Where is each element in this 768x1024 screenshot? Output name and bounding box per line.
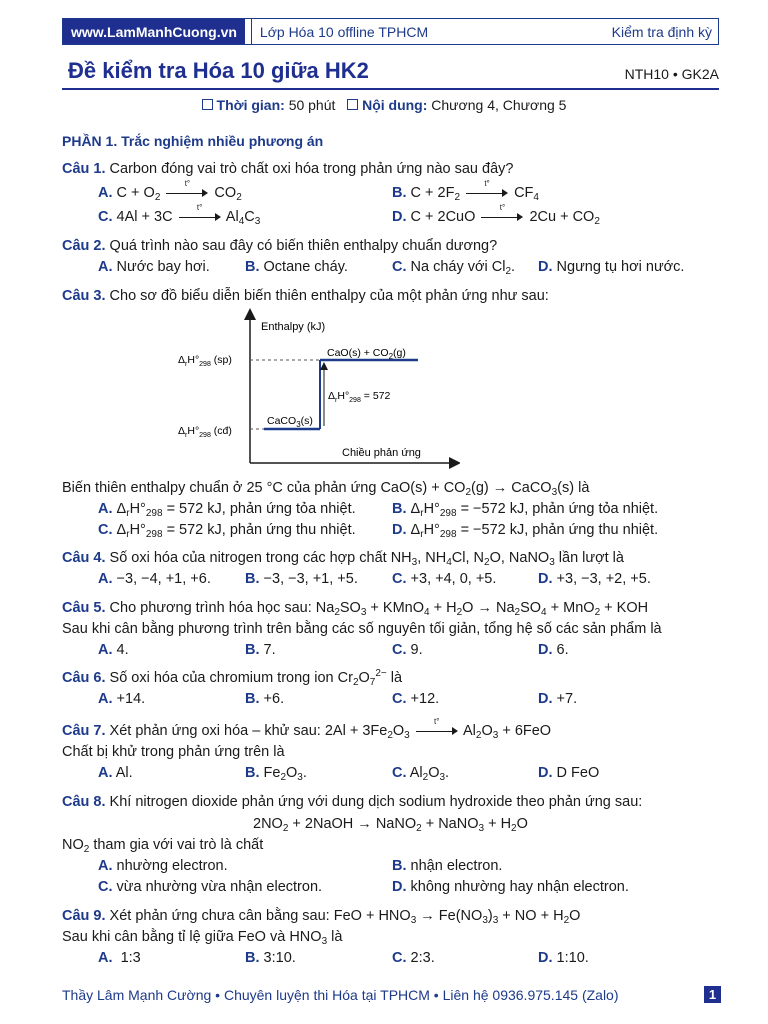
q6-option-a[interactable]: A. +14. — [98, 691, 146, 707]
question-8: Câu 8. Khí nitrogen dioxide phản ứng với dung dịch sodium hydroxide theo phản ứng sau: — [62, 794, 643, 810]
q4-option-a[interactable]: A. −3, −4, +1, +6. — [98, 571, 211, 587]
q3-option-d[interactable]: D. $\Delta_rH^\circ_{298} = -572$ kJ, phản ứng thu nhiệt. — [392, 522, 659, 540]
q6-option-d[interactable]: D. +7. — [538, 691, 578, 707]
reaction-arrow-icon: t° — [416, 726, 458, 736]
content-label: Nội dung: — [362, 97, 428, 113]
question-2: Câu 2. Quá trình nào sau đây có biến thiên enthalpy chuẩn dương? — [62, 238, 498, 254]
q9-line2: Sau khi cân bằng tỉ lệ giữa FeO và $HNO_3$ là — [62, 929, 343, 947]
q3-option-b[interactable]: B. $\Delta_rH^\circ_{298} = -572$ kJ, phản ứng tỏa nhiệt. — [392, 501, 659, 519]
checkbox-icon — [347, 99, 358, 110]
q7-option-c[interactable]: C. $Al_2O_3$. — [392, 765, 450, 783]
q5-option-a[interactable]: A. 4. — [98, 642, 129, 658]
y-axis-label: Enthalpy (kJ) — [261, 321, 326, 333]
product-label: $CaO(s) + CO_2(g)$ — [327, 347, 406, 361]
reaction-arrow-icon: t° — [481, 212, 523, 222]
q3-option-c[interactable]: C. $\Delta_rH^\circ_{298} = 572$ kJ, phản ứng thu nhiệt. — [98, 522, 356, 540]
q9-option-d[interactable]: D. 1:10. — [538, 950, 589, 966]
q2-option-d[interactable]: D. Ngưng tụ hơi nước. — [538, 259, 685, 275]
part-heading: PHẦN 1. Trắc nghiệm nhiều phương án — [62, 133, 324, 149]
lower-enthalpy-label: $\Delta_rH^\circ_{298}$ (cđ) — [178, 425, 232, 439]
q5-option-c[interactable]: C. 9. — [392, 642, 423, 658]
q1-option-d[interactable]: D. C + 2CuO t° $2Cu + CO_2$ — [392, 203, 600, 227]
time-label: Thời gian: — [216, 97, 285, 113]
q2-option-b[interactable]: B. Octane cháy. — [245, 259, 348, 275]
q7-option-d[interactable]: D. D FeO — [538, 765, 600, 781]
q9-option-c[interactable]: C. 2:3. — [392, 950, 435, 966]
q9-option-a[interactable]: A. 1:3 — [98, 950, 141, 966]
q3-stem: Biến thiên enthalpy chuẩn ở 25 °C của phản ứng $CaO(s) + CO_2(g)$ → CaCO$_3$(s) là — [62, 480, 590, 498]
q9-option-b[interactable]: B. 3:10. — [245, 950, 296, 966]
reaction-arrow-icon: t° — [179, 212, 221, 222]
page-number: 1 — [704, 986, 721, 1003]
q3-option-a[interactable]: A. $\Delta_rH^\circ_{298} = 572$ kJ, phản ứng tỏa nhiệt. — [98, 501, 356, 519]
q5-option-b[interactable]: B. 7. — [245, 642, 276, 658]
reaction-arrow-icon: t° — [166, 188, 208, 198]
question-5: Câu 5. Cho phương trình hóa học sau: $Na_2SO_3$ + KMnO$_4$ + $H_2O \to Na_2SO_4 + MnO_2$ + KOH — [62, 600, 649, 618]
q8-option-d[interactable]: D. không nhường hay nhận electron. — [392, 879, 629, 895]
q8-line3: $NO_2$ tham gia với vai trò là chất — [62, 837, 264, 855]
q2-option-c[interactable]: C. Na cháy với $Cl_2$. — [392, 259, 516, 277]
time-value: 50 phút — [288, 97, 336, 113]
site-link[interactable]: www.LamManhCuong.vn — [63, 19, 245, 44]
exam-kind: Kiểm tra định kỳ — [611, 23, 712, 40]
question-9: Câu 9. Xét phản ứng chưa cân bằng sau: FeO + $HNO_3 \to Fe(NO_3)_3$ + NO + $H_2O$ — [62, 908, 581, 926]
question-7: Câu 7. Xét phản ứng oxi hóa – khử sau: $2Al + 3Fe_2O_3$ t° $Al_2O_3 + 6FeO$ — [62, 717, 552, 741]
q6-option-c[interactable]: C. +12. — [392, 691, 440, 707]
q1-option-c[interactable]: C. 4Al + 3C t° $Al_4C_3$ — [98, 203, 261, 227]
q7-option-a[interactable]: A. Al. — [98, 765, 133, 781]
q8-option-c[interactable]: C. vừa nhường vừa nhận electron. — [98, 879, 323, 895]
q6-option-b[interactable]: B. +6. — [245, 691, 285, 707]
upper-enthalpy-label: $\Delta_rH^\circ_{298}$ (sp) — [178, 354, 232, 368]
q7-option-b[interactable]: B. $Fe_2O_3$. — [245, 765, 307, 783]
q8-equation: $2NO_2$ + 2NaOH → NaNO$_2$ + NaNO$_3$ + $H_2O$ — [253, 816, 528, 834]
exam-meta — [0, 97, 768, 113]
title-row — [62, 58, 719, 90]
q1-option-b[interactable]: B. $C + 2F_2$ t° $CF_4$ — [392, 179, 539, 203]
question-1: Câu 1. Carbon đóng vai trò chất oxi hóa trong phản ứng nào sau đây? — [62, 161, 514, 177]
page-title: Đề kiểm tra Hóa 10 giữa HK2 — [68, 58, 369, 83]
q4-option-b[interactable]: B. −3, −3, +1, +5. — [245, 571, 358, 587]
question-6: Câu 6. Số oxi hóa của chromium trong ion $Cr_2O_7^{2-}$ là — [62, 668, 403, 688]
x-axis-label: Chiều phản ứng — [342, 447, 421, 459]
content-value: Chương 4, Chương 5 — [431, 97, 567, 113]
q8-option-b[interactable]: B. nhận electron. — [392, 858, 503, 874]
enthalpy-diagram — [170, 308, 460, 470]
question-3: Câu 3. Cho sơ đồ biểu diễn biến thiên enthalpy của một phản ứng như sau: — [62, 288, 549, 304]
q4-option-d[interactable]: D. +3, −3, +2, +5. — [538, 571, 651, 587]
q1-option-a[interactable]: A. $C + O_2$ t° $CO_2$ — [98, 179, 242, 203]
reactant-label: CaCO$_3$(s) — [267, 415, 313, 429]
checkbox-icon — [202, 99, 213, 110]
delta-h-label: $\Delta_rH^\circ_{298} = 572$ — [328, 390, 391, 404]
q2-option-a[interactable]: A. Nước bay hơi. — [98, 259, 210, 275]
exam-code: NTH10 • GK2A — [624, 66, 719, 82]
page-footer: Thầy Lâm Mạnh Cường • Chuyên luyện thi Hóa tại TPHCM • Liên hệ 0936.975.145 (Zalo) — [62, 987, 619, 1003]
q7-line2: Chất bị khử trong phản ứng trên là — [62, 744, 285, 760]
q5-line2: Sau khi cân bằng phương trình trên bằng các số nguyên tối giản, tổng hệ số các sản phẩm là — [62, 621, 662, 637]
q4-option-c[interactable]: C. +3, +4, 0, +5. — [392, 571, 497, 587]
page-header — [62, 18, 719, 45]
q8-option-a[interactable]: A. nhường electron. — [98, 858, 228, 874]
q5-option-d[interactable]: D. 6. — [538, 642, 569, 658]
question-4: Câu 4. Số oxi hóa của nitrogen trong các hợp chất $NH_3$, $NH_4Cl$, $N_2O$, NaNO$_3$ lần lượt là — [62, 550, 624, 568]
reaction-arrow-icon: t° — [466, 188, 508, 198]
course-label: Lớp Hóa 10 offline TPHCM — [251, 19, 428, 44]
